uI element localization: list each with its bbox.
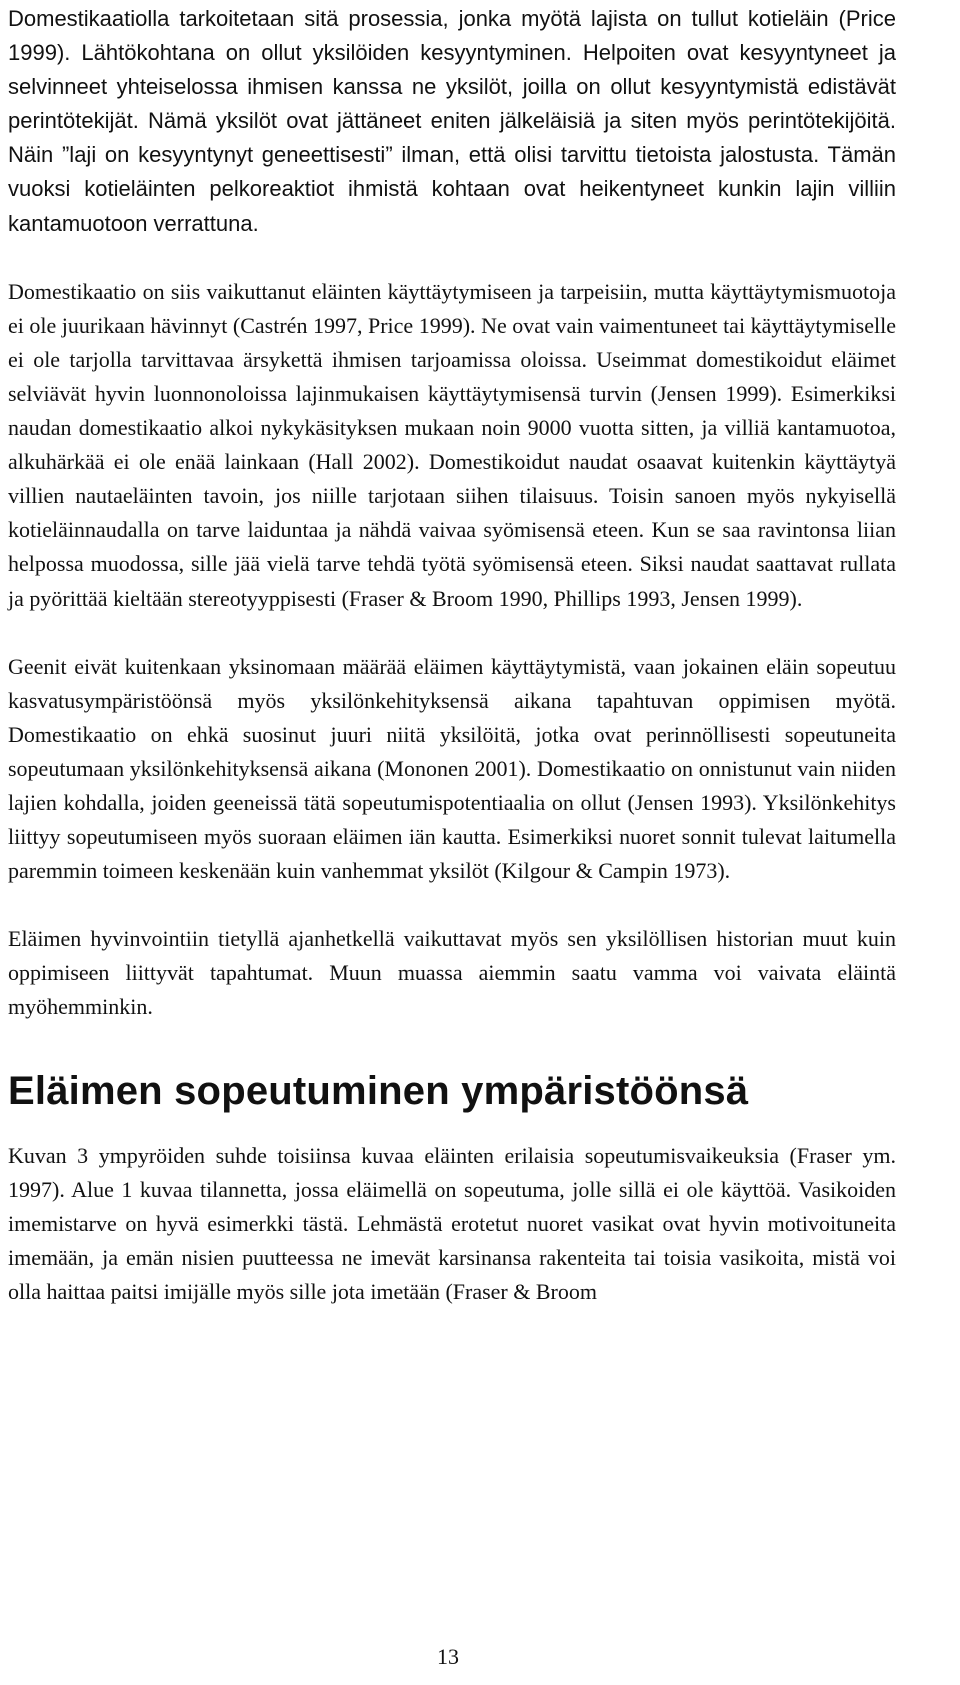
paragraph-genes-and-learning: Geenit eivät kuitenkaan yksinomaan määrää eläimen käyttäytymistä, vaan jokainen eläin sopeutuu kasvatusympäristöönsä myös yksilönkehityksensä aikana tapahtuvan oppimisen myötä. Domestikaatio on ehkä suosinut juuri niitä yksilöitä, jotka ovat perinnöllisesti sopeutuneita sopeutumaan yksilönkehityksensä aikana (Mononen 2001). Domestikaatio on onnistunut vain niiden lajien kohdalla, joiden geeneissä tätä sopeutumispotentiaalia on ollut (Jensen 1993). Yksilönkehitys liittyy sopeutumiseen myös suoraan eläimen iän kautta. Esimerkiksi nuoret sonnit tulevat laitumella paremmin toimeen keskenään kuin vanhemmat yksilöt (Kilgour & Campin 1973). bbox=[8, 653, 896, 884]
paragraph-individual-history: Eläimen hyvinvointiin tietyllä ajanhetkellä vaikuttavat myös sen yksilöllisen historian muut kuin oppimiseen liittyvät tapahtumat. Muun muassa aiemmin saatu vamma voi vaivata eläintä myöhemminkin. bbox=[8, 926, 896, 1020]
page-number: 13 bbox=[437, 1644, 459, 1669]
paragraph-domestication-definition: Domestikaatiolla tarkoitetaan sitä prosessia, jonka myötä lajista on tullut kotieläin (Price 1999). Lähtökohtana on ollut yksilöiden kesyyntyminen. Helpoiten ovat kesyyntyneet ja selvinneet yhteiselossa ihmisen kanssa ne yksilöt, joilla on ollut kesyyntymistä edistävät perintötekijät. Nämä yksilöt ovat jättäneet eniten jälkeläisiä ja siten myös perintötekijöitä. Näin ”laji on kesyyntynyt geneettisesti” ilman, että olisi tarvittu tietoista jalostusta. Tämän vuoksi kotieläinten pelkoreaktiot ihmistä kohtaan ovat heikentyneet kunkin lajin villiin kantamuotoon verrattuna. bbox=[8, 6, 896, 236]
paragraph-adaptation-circles: Kuvan 3 ympyröiden suhde toisiinsa kuvaa eläinten erilaisia sopeutumisvaikeuksia (Fraser ym. 1997). Alue 1 kuvaa tilannetta, jossa eläimellä on sopeutuma, jolle sillä ei ole käyttöä. Vasikoiden imemistarve on hyvä esimerkki tästä. Lehmästä erotetut nuoret vasikat ovat hyvin motivoituneita imemään, ja emän nisien puutteessa ne imevät karsinansa rakenteita tai toisia vasikoita, mistä voi olla haittaa paitsi imijälle myös sille jota imetään (Fraser & Broom bbox=[8, 1142, 896, 1304]
paragraph-domestication-behaviour: Domestikaatio on siis vaikuttanut eläinten käyttäytymiseen ja tarpeisiin, mutta käyttäytymismuotoja ei ole juurikaan hävinnyt (Castrén 1997, Price 1999). Ne ovat vain vaimentuneet tai käyttäytymiselle ei ole tarjolla tarvittavaa ärsykettä ihmisen tarjoamissa oloissa. Useimmat domestikoidut eläimet selviävät hyvin luonnonoloissa lajinmukaisen käyttäytymisensä turvin (Jensen 1999). Esimerkiksi naudan domestikaatio alkoi nykykäsityksen mukaan noin 9000 vuotta sitten, ja villiä kantamuotoa, alkuhärkää ei ole enää lainkaan (Hall 2002). Domestikoidut naudat osaavat kuitenkin käyttäytyä villien nautaeläinten tavoin, jos niille tarjotaan siihen tilaisuus. Toisin sanoen myös nykyisellä kotieläinnaudalla on tarve laiduntaa ja nähdä vaivaa syömisensä eteen. Kun se saa ravintonsa liian helpossa muodossa, sille jää vielä tarve tehdä työtä syömisensä eteen. Siksi naudat saattavat rullata ja pyörittää kieltään stereotyyppisesti (Fraser & Broom 1990, Phillips 1993, Jensen 1999). bbox=[8, 278, 896, 611]
document-page bbox=[8, 2, 896, 1309]
section-heading: Eläimen sopeutuminen ympäristöönsä bbox=[8, 1068, 749, 1113]
